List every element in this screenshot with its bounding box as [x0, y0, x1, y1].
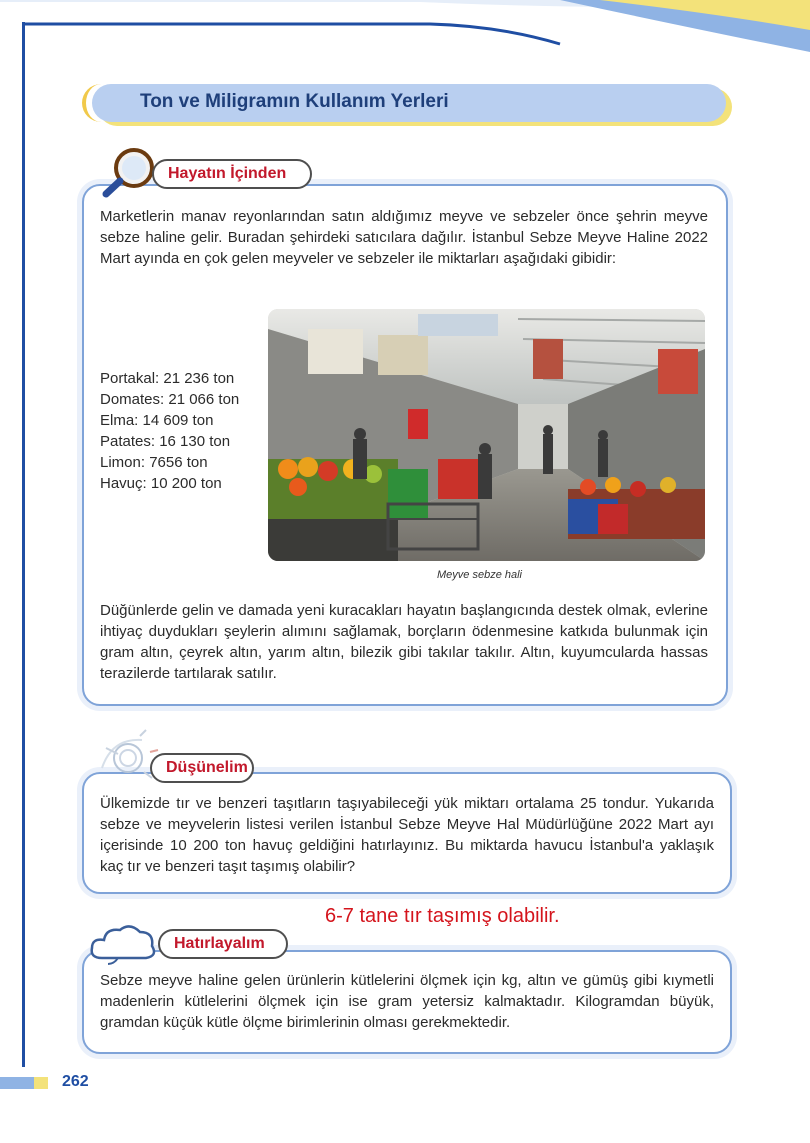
hayatin-icinden-tag: Hayatın İçinden — [152, 159, 312, 189]
list-item: Domates: 21 066 ton — [100, 391, 240, 408]
photo-caption: Meyve sebze hali — [437, 569, 522, 581]
magnifier-icon — [100, 146, 160, 198]
dusunelim-text: Ülkemizde tır ve benzeri taşıtların taşıyabileceği yük miktarı ortalama 25 tondur. Yukarıda sebze ve meyvelerin listesi verilen İstanbul Sebze Meyve Hal Müdürlüğüne 2022 Mart ayı içerisinde 10 200 ton havuç geldiğini hatırlayınız. Bu miktarda havucu İstanbul'a yaklaşık kaç tır ve benzeri taşıt taşımış olabilir? — [100, 795, 714, 875]
dusunelim-tag: Düşünelim — [150, 753, 254, 783]
market-photo — [268, 309, 705, 561]
list-item: Havuç: 10 200 ton — [100, 475, 222, 492]
left-margin-line — [22, 22, 25, 1067]
top-decoration — [0, 0, 810, 60]
list-item: Limon: 7656 ton — [100, 454, 208, 471]
list-item: Elma: 14 609 ton — [100, 412, 214, 429]
hatirlayalim-text: Sebze meyve haline gelen ürünlerin kütlelerini ölçmek için kg, altın ve gümüş gibi kıymetli madenlerin kütlelerini ölçmek için ise gram yetersiz kalmaktadır. Kilogramdan büyük, gramdan küçük kütle ölçme birimlerinin olması gerekmektedir. — [100, 972, 714, 1031]
list-item: Portakal: 21 236 ton — [100, 370, 235, 387]
produce-list — [100, 368, 239, 494]
hayatin-intro-text: Marketlerin manav reyonlarından satın aldığımız meyve ve sebzeler önce şehrin meyve sebze haline gelir. Buradan şehirdeki satıcılara dağılır. İstanbul Sebze Meyve Haline 2022 Mart ayında en çok gelen meyveler ve sebzeler ile miktarları aşağıdaki gibidir: — [100, 208, 708, 267]
hayatin-paragraph-2: Düğünlerde gelin ve damada yeni kuracakları hayatın başlangıcında destek olmak, evlerine ihtiyaç duydukları şeylerin alımını sağlamak, borçların ödenmesine katkıda bulunmak için gram altın, çeyrek altın, yarım altın, bilezik gibi takılar takılır. Altın, kuyumcularda hassas terazilerde tartılarak satılır. — [100, 602, 708, 682]
page-bar-yellow — [34, 1077, 48, 1089]
hatirlayalim-tag: Hatırlayalım — [158, 929, 288, 959]
section-title: Ton ve Miligramın Kullanım Yerleri — [140, 91, 449, 112]
section-title-bar — [92, 84, 726, 122]
handwritten-answer: 6-7 tane tır taşımış olabilir. — [325, 905, 560, 927]
cloud-icon — [88, 920, 160, 966]
page-bar-blue — [0, 1077, 34, 1089]
list-item: Patates: 16 130 ton — [100, 433, 231, 450]
page-number: 262 — [62, 1073, 89, 1090]
